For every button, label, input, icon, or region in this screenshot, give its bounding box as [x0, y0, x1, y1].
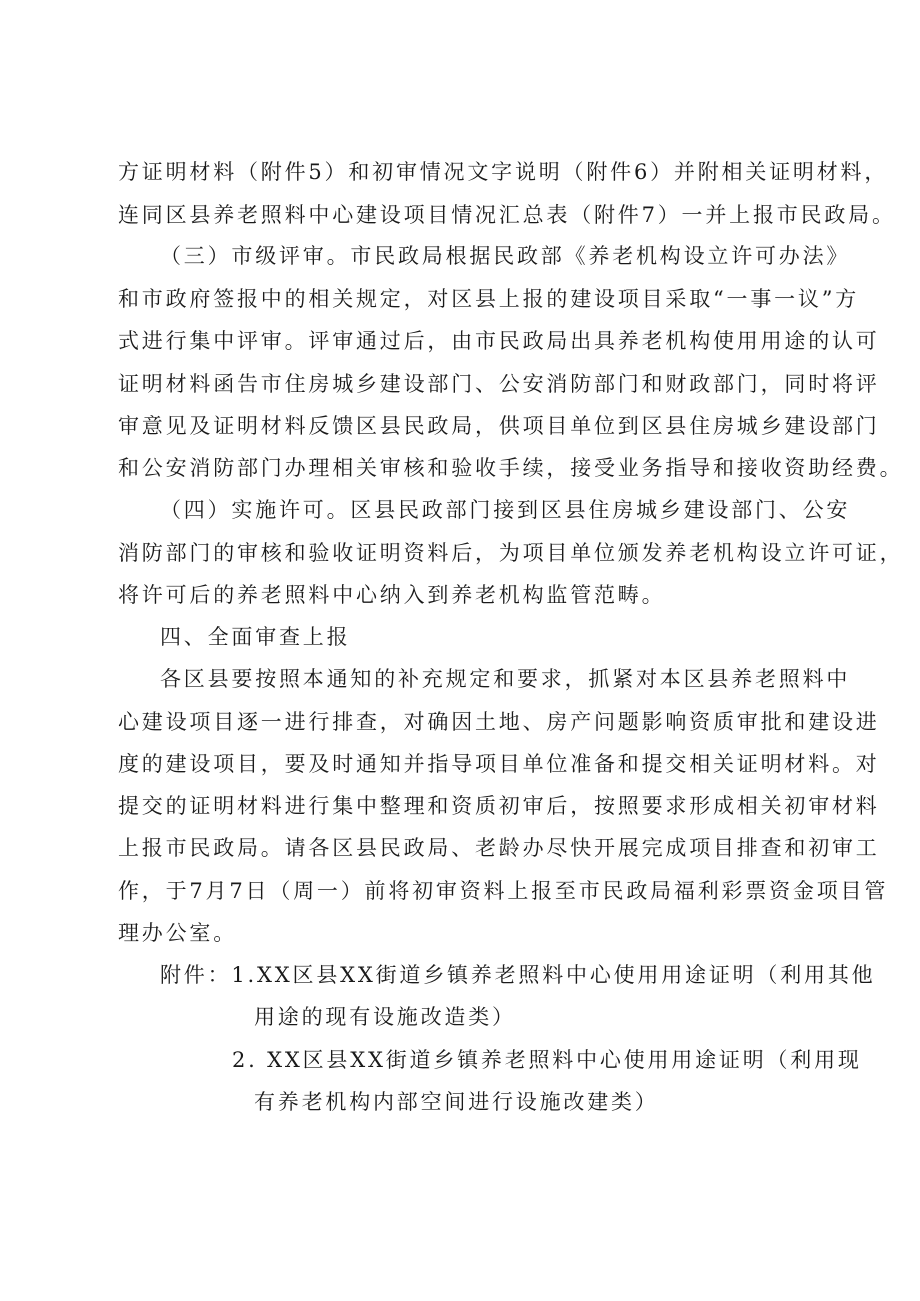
paragraph-line: 消防部门的审核和验收证明资料后，为项目单位颁发养老机构设立许可证， [118, 541, 904, 565]
attachment-item-2-continued: 有养老机构内部空间进行设施改建类） [254, 1090, 659, 1114]
paragraph-line: 上报市民政局。请各区县民政局、老龄办尽快开展完成项目排查和初审工 [118, 836, 880, 860]
section-heading-line: （四）实施许可。区县民政部门接到区县住房城乡建设部门、公安 [160, 498, 851, 522]
section-heading-line: （三）市级评审。市民政局根据民政部《养老机构设立许可办法》 [160, 244, 851, 268]
paragraph-line: 连同区县养老照料中心建设项目情况汇总表（附件7）一并上报市民政局。 [118, 203, 896, 227]
attachment-item-1: 附件：1.XX区县XX街道乡镇养老照料中心使用用途证明（利用其他 [160, 963, 876, 987]
paragraph-line: 式进行集中评审。评审通过后，由市民政局出具养老机构使用用途的认可 [118, 329, 880, 353]
chapter-heading: 四、全面审查上报 [160, 625, 351, 649]
paragraph-line: 各区县要按照本通知的补充规定和要求，抓紧对本区县养老照料中 [160, 667, 851, 691]
attachment-item-1-continued: 用途的现有设施改造类） [254, 1005, 516, 1029]
paragraph-line: 和公安消防部门办理相关审核和验收手续，接受业务指导和接收资助经费。 [118, 456, 904, 480]
paragraph-line: 提交的证明材料进行集中整理和资质初审后，按照要求形成相关初审材料 [118, 794, 880, 818]
paragraph-line: 心建设项目逐一进行排查，对确因土地、房产问题影响资质审批和建设进 [118, 710, 880, 734]
attachment-item-2: 2. XX区县XX街道乡镇养老照料中心使用用途证明（利用现 [232, 1048, 862, 1072]
paragraph-line: 将许可后的养老照料中心纳入到养老机构监管范畴。 [118, 583, 666, 607]
paragraph-line: 度的建设项目，要及时通知并指导项目单位准备和提交相关证明材料。对 [118, 752, 880, 776]
paragraph-line: 证明材料函告市住房城乡建设部门、公安消防部门和财政部门，同时将评 [118, 372, 880, 396]
paragraph-line: 理办公室。 [118, 921, 237, 945]
paragraph-line: 和市政府签报中的相关规定，对区县上报的建设项目采取“一事一议”方 [118, 287, 860, 311]
paragraph-line: 审意见及证明材料反馈区县民政局，供项目单位到区县住房城乡建设部门 [118, 414, 880, 438]
paragraph-line: 方证明材料（附件5）和初审情况文字说明（附件6）并附相关证明材料， [118, 160, 889, 184]
paragraph-line: 作，于7月7日（周一）前将初审资料上报至市民政局福利彩票资金项目管 [118, 879, 889, 903]
